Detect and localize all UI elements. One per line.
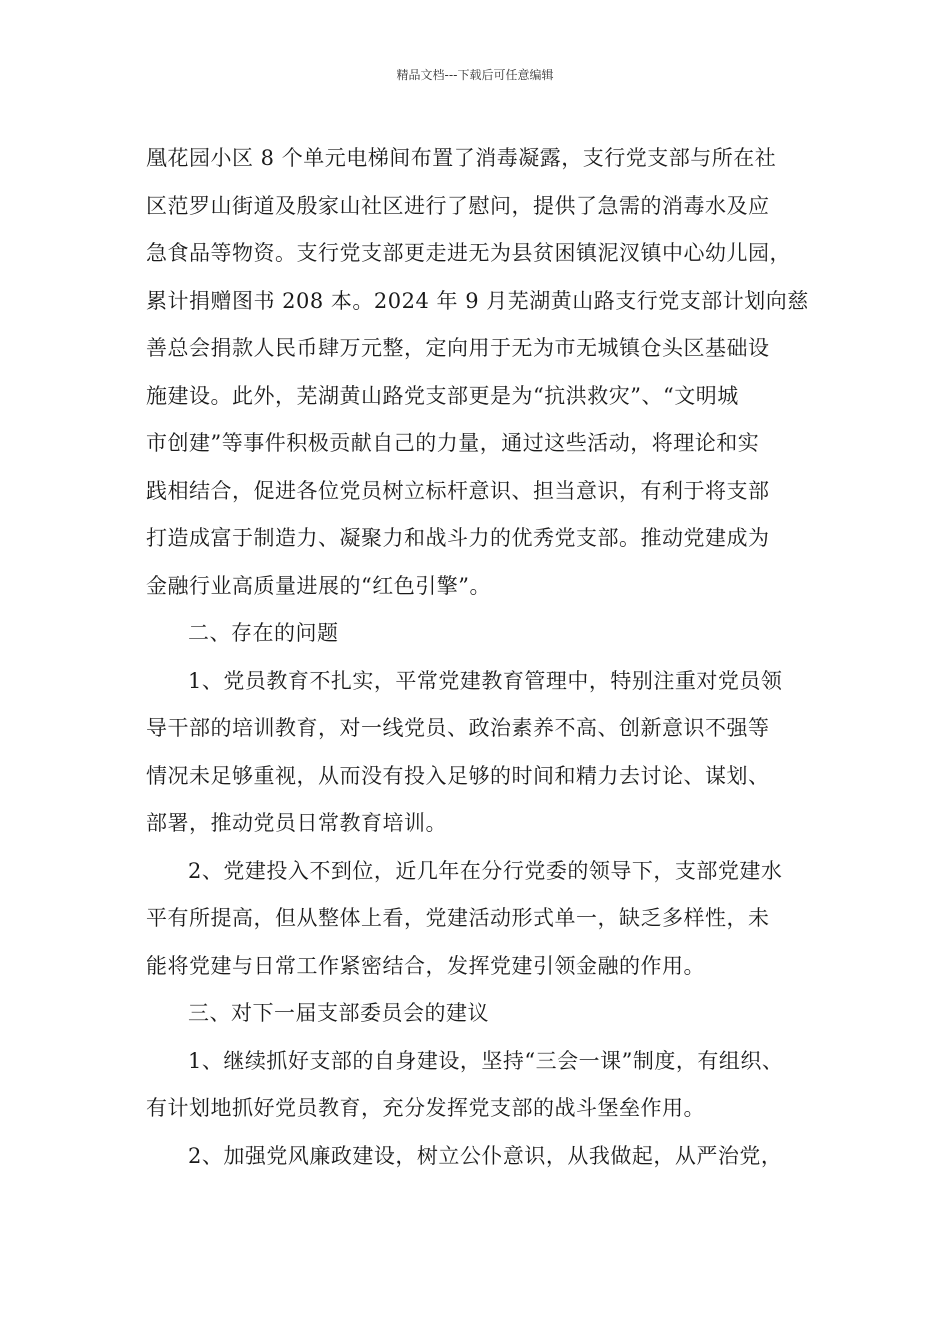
text-line: 二、存在的问题 xyxy=(188,621,339,645)
text-line: 情况未足够重视，从而没有投入足够的时间和精力去讨论、谋划、 xyxy=(146,763,770,788)
text-line: 急食品等物资。支行党支部更走进无为县贫困镇泥汊镇中心幼儿园， xyxy=(146,241,791,265)
text-line: 市创建”等事件积极贡献自己的力量，通过这些活动，将理论和实 xyxy=(146,431,760,455)
text-line: 打造成富于制造力、凝聚力和战斗力的优秀党支部。推动党建成为 xyxy=(146,526,770,550)
text-line: 凰花园小区 8 个单元电梯间布置了消毒凝露，支行党支部与所在社 xyxy=(146,146,777,170)
text-line: 部署，推动党员日常教育培训。 xyxy=(146,811,447,835)
paragraph xyxy=(146,1038,826,1133)
text-line: 能将党建与日常工作紧密结合，发挥党建引领金融的作用。 xyxy=(146,953,705,978)
paragraph xyxy=(146,610,826,658)
paragraph xyxy=(146,658,826,848)
text-line: 1、继续抓好支部的自身建设，坚持“三会一课”制度，有组织、 xyxy=(188,1048,784,1073)
text-line: 有计划地抓好党员教育，充分发挥党支部的战斗堡垒作用。 xyxy=(146,1096,705,1120)
text-line: 平有所提高，但从整体上看，党建活动形式单一，缺乏多样性，未 xyxy=(146,906,770,930)
text-line: 导干部的培训教育，对一线党员、政治素养不高、创新意识不强等 xyxy=(146,716,770,740)
paragraph xyxy=(146,135,826,610)
text-line: 三、对下一届支部委员会的建议 xyxy=(188,1001,489,1025)
paragraph xyxy=(146,990,826,1038)
text-line: 践相结合，促进各位党员树立标杆意识、担当意识，有利于将支部 xyxy=(146,478,770,503)
text-line: 施建设。此外，芜湖黄山路党支部更是为“抗洪救灾”、“文明城 xyxy=(146,383,739,408)
text-line: 1、党员教育不扎实，平常党建教育管理中，特别注重对党员领 xyxy=(188,668,783,693)
text-line: 2、加强党风廉政建设，树立公仆意识，从我做起，从严治党， xyxy=(188,1143,783,1168)
text-line: 善总会捐款人民币肆万元整，定向用于无为市无城镇仓头区基础设 xyxy=(146,336,770,360)
text-line: 金融行业高质量进展的“红色引擎”。 xyxy=(146,573,491,598)
text-line: 区范罗山街道及殷家山社区进行了慰问，提供了急需的消毒水及应 xyxy=(146,193,770,218)
paragraph xyxy=(146,1133,826,1181)
text-line: 2、党建投入不到位，近几年在分行党委的领导下，支部党建水 xyxy=(188,858,783,883)
page-header: 精品文档---下载后可任意编辑 xyxy=(396,68,554,82)
text-line: 累计捐赠图书 208 本。2024 年 9 月芜湖黄山路支行党支部计划向慈 xyxy=(146,288,809,313)
document-body xyxy=(146,135,826,1180)
paragraph xyxy=(146,848,826,991)
